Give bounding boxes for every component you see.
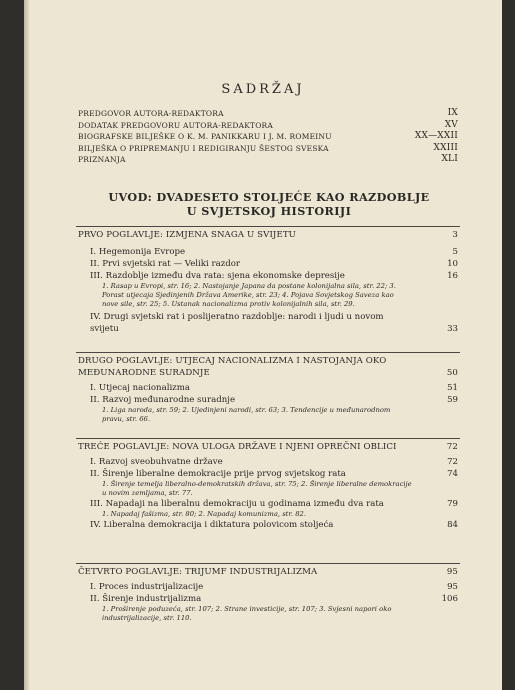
section-page: 74 — [447, 469, 458, 479]
section-label: II. Širenje liberalne demokracije prije prvog svjetskog rata — [90, 469, 346, 479]
chapter-heading — [78, 566, 458, 578]
front-matter-row — [78, 143, 458, 155]
section-row — [78, 394, 458, 406]
chapter-page: 50 — [446, 368, 458, 378]
front-matter — [78, 108, 458, 166]
introduction-heading-line: U SVJETSKOJ HISTORIJI — [186, 204, 352, 218]
chapter-title: ČETVRTO POGLAVLJE: TRIJUMF INDUSTRIJALIZMA — [78, 567, 318, 577]
section-page: 10 — [447, 259, 458, 269]
subsection-list: 1. Liga naroda, str. 59; 2. Ujedinjeni narodi, str. 63; 3. Tendencije u međunarodnom pravu, str. 66. — [102, 406, 391, 423]
section-page: 5 — [452, 247, 458, 257]
front-matter-page: XLI — [441, 154, 458, 165]
section-label: II. Prvi svjetski rat — Veliki razdor — [90, 259, 241, 269]
chapter-page: 3 — [452, 230, 458, 240]
section-label: I. Razvoj sveobuhvatne države — [90, 457, 223, 467]
subsection-list: 1. Napadaj fašizma, str. 80; 2. Napadaj komunizma, str. 82. — [102, 510, 307, 518]
section-label: III. Razdoblje između dva rata: sjena ekonomske depresije — [90, 271, 345, 281]
section-row — [78, 456, 458, 468]
front-matter-row — [78, 131, 458, 143]
front-matter-label: DODATAK PREDGOVORU AUTORA-REDAKTORA — [78, 120, 274, 130]
chapter-2 — [78, 355, 458, 424]
front-matter-page: XXIII — [433, 142, 458, 153]
section-row — [78, 519, 458, 531]
front-matter-page: XV — [444, 119, 458, 130]
chapter-heading — [78, 355, 458, 379]
section-row — [78, 498, 458, 510]
front-matter-page: XX—XXII — [414, 131, 458, 142]
section-page: 79 — [447, 499, 458, 509]
section-page: 106 — [441, 594, 458, 604]
section-page: 16 — [447, 271, 458, 281]
section-page: 84 — [447, 520, 458, 530]
chapter-divider — [76, 352, 460, 353]
section-row — [78, 581, 458, 593]
section-label: III. Napadaji na liberalnu demokraciju u godinama između dva rata — [90, 499, 384, 509]
section-label: II. Razvoj međunarodne suradnje — [90, 395, 236, 405]
section-row — [78, 382, 458, 394]
section-row — [78, 258, 458, 270]
section-label: IV. Drugi svjetski rat i poslijeratno razdoblje: narodi i ljudi u novom svijetu — [90, 312, 384, 334]
section-page: 51 — [447, 383, 458, 393]
page-edge — [24, 0, 30, 690]
subsection-list: 1. Proširenje poduzeća, str. 107; 2. Strane investicije, str. 107; 3. Svjesni napori oko industrijalizacije, str. 110. — [102, 605, 392, 622]
section-row — [78, 270, 458, 282]
front-matter-label: PRIZNANJA — [78, 155, 126, 165]
chapter-divider — [76, 563, 460, 564]
chapter-title: PRVO POGLAVLJE: IZMJENA SNAGA U SVIJETU — [78, 230, 297, 240]
section-label: I. Proces industrijalizacije — [90, 582, 204, 592]
section-page: 72 — [447, 457, 458, 467]
section-label: I. Hegemonija Evrope — [90, 247, 186, 257]
chapter-page: 72 — [446, 442, 458, 452]
chapter-heading — [78, 229, 458, 241]
section-row — [78, 593, 458, 605]
chapter-1 — [78, 229, 458, 335]
front-matter-row — [78, 108, 458, 120]
chapter-divider — [76, 226, 460, 227]
subsection-list: 1. Širenje temelja liberalno-demokratskih država, str. 75; 2. Širenje liberalne demokracije u novim zemljama, str. 77. — [102, 480, 412, 497]
section-page: 59 — [447, 395, 458, 405]
section-row — [78, 468, 458, 480]
introduction-heading — [94, 190, 444, 218]
book-page — [24, 0, 502, 690]
front-matter-page: IX — [447, 108, 458, 118]
section-label: I. Utjecaj nacionalizma — [90, 383, 190, 393]
chapter-4 — [78, 566, 458, 623]
section-page: 33 — [447, 324, 458, 334]
subsection-list: 1. Rasap u Evropi, str. 16; 2. Nastojanje Japana da postane kolonijalna sila, str. 22; 3. Porast utjecaja Sjedinjenih Država Amerike, str. 23; 4. Pojava Sovjetskog Saveza kao nove sile, str. 25; 5. Ustanak nacionalizma protiv kolonijalnih sila, str. 29. — [102, 282, 396, 308]
front-matter-label: PREDGOVOR AUTORA-REDAKTORA — [78, 109, 224, 118]
section-row — [78, 311, 458, 335]
chapter-title: DRUGO POGLAVLJE: UTJECAJ NACIONALIZMA I NASTOJANJA OKO MEĐUNARODNE SURADNJE — [78, 356, 387, 378]
chapter-3 — [78, 441, 458, 531]
chapter-divider — [76, 438, 460, 439]
page-title: SADRŽAJ — [221, 82, 305, 97]
front-matter-label: BILJEŠKA O PRIPREMANJU I REDIGIRANJU ŠESTOG SVESKA — [78, 143, 329, 153]
chapter-page: 95 — [446, 567, 458, 577]
front-matter-label: BIOGRAFSKE BILJEŠKE O K. M. PANIKKARU I J. M. ROMEINU — [78, 132, 332, 142]
introduction-heading-line: UVOD: DVADESETO STOLJEĆE KAO RAZDOBLJE — [108, 190, 430, 204]
section-label: IV. Liberalna demokracija i diktatura polovicom stoljeća — [90, 520, 334, 530]
section-label: II. Širenje industrijalizma — [90, 594, 202, 604]
chapter-title: TREĆE POGLAVLJE: NOVA ULOGA DRŽAVE I NJENI OPREČNI OBLICI — [78, 442, 397, 452]
front-matter-row — [78, 154, 458, 166]
chapter-heading — [78, 441, 458, 453]
section-row — [78, 246, 458, 258]
section-page: 95 — [447, 582, 458, 592]
front-matter-row — [78, 120, 458, 132]
